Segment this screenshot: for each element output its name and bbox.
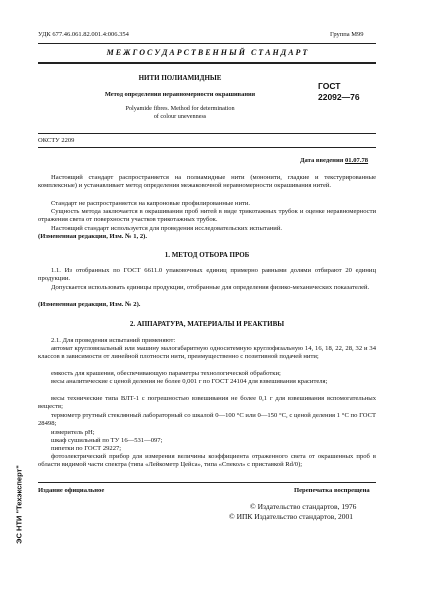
section-1-amendment: (Измененная редакция, Изм. № 2). (38, 301, 141, 308)
section-2-item-1: автомат кругловязальный или машину малогабаритную односитемную круглофязальную 14, 16, 18, 22, 28, 32 и 34 классов в зависимости от линейной плотности нити, преимущественно с позитивной подачей нити; (38, 345, 376, 361)
intro-paragraph-4: Настоящий стандарт используется для проведения исследовательских испытаний. (51, 225, 283, 232)
section-1-paragraph-2: Допускается использовать единицы продукции, отобранные для определения физико-механических показателей. (51, 284, 370, 291)
intro-paragraph-3: Сущность метода заключается в окрашивании проб нитей в виде трикотажных трубок и оценке неравномерности отражения света от поверхности участков трикотажных трубок. (38, 208, 376, 224)
intro-date-value: 01.07.78 (344, 157, 369, 164)
section-2-item-2: емкость для крашения, обеспечивающую параметры технологической обработки; (51, 370, 281, 377)
intro-amendment: (Измененная редакция, Изм. № 1, 2). (38, 233, 148, 240)
copyright-line-1: © Издательство стандартов, 1976 (250, 502, 357, 511)
footer-rule (38, 482, 376, 483)
section-2-item-5: термометр ртутный стеклянный лабораторный со шкалой 0—100 °С или 0—150 °С, с ценой деления 1 °С по ГОСТ 28498; (38, 412, 376, 428)
official-edition: Издание официальное (38, 487, 105, 494)
english-title-line-1: Polyamide fibres. Method for determination (125, 105, 235, 112)
intro-date (300, 157, 368, 164)
reprint-notice: Перепечатка воспрещена (294, 487, 370, 494)
english-title-line-2: of colour unevenness (153, 113, 207, 120)
section-2-heading: 2. АППАРАТУРА, МАТЕРИАЛЫ И РЕАКТИВЫ (129, 320, 285, 328)
intro-paragraph-2: Стандарт не распространяется на капроновые профилированные нити. (51, 200, 251, 207)
section-2-item-9: фотоэлектрический прибор для измерения величины коэффициента отраженного света от окрашенных проб в области видимой части спектра (типа «Лейкометр Цейса», типа «Спекол» с приставкой Rd/0); (38, 453, 376, 469)
document-title: НИТИ ПОЛИАМИДНЫЕ (138, 74, 222, 82)
section-2-item-7: шкаф сушильный по ТУ 16—531—097; (51, 437, 163, 444)
section-1-heading: 1. МЕТОД ОТБОРА ПРОБ (164, 251, 250, 259)
intro-date-label: Дата введения (300, 157, 344, 164)
document-subtitle: Метод определения неравномерности окрашивания (104, 91, 256, 98)
side-stamp: ЭС НТИ "Техэксперт" (14, 465, 24, 544)
intro-paragraph-1: Настоящий стандарт распространяется на полиамидные нити (мононити, гладкие и текстурированные комплексные) и устанавливает метод определения межаковочной неравномерности окрашивания нитей. (38, 174, 376, 190)
gost-number: 22092—76 (318, 92, 360, 102)
section-2-item-8: пипетки по ГОСТ 29227; (51, 445, 122, 452)
okstu-top-rule (38, 133, 376, 134)
okstu-bottom-rule (38, 147, 376, 148)
section-2-item-6: измеритель рН; (51, 429, 95, 436)
header-rule (38, 43, 376, 44)
okstu-code: ОКСТУ 2209 (38, 137, 75, 144)
udk-code: УДК 677.46.061.82.001.4:006.354 (38, 31, 129, 38)
group-code: Группа М99 (330, 31, 364, 38)
section-2-item-4: весы технические типа ВЛТ-1 с погрешностью взвешивания не более 0,1 г для взвешивания вспомогательных веществ; (38, 395, 376, 411)
gost-label: ГОСТ (318, 81, 341, 91)
section-2-item-3: весы аналитические с ценой деления не более 0,001 г по ГОСТ 24104 для взвешивания красителя; (51, 378, 328, 385)
section-2-lead: 2.1. Для проведения испытаний применяют: (51, 337, 176, 344)
section-1-paragraph-1: 1.1. Из отобранных по ГОСТ 6611.0 упаковочных единиц примерно равными долями отбирают 20 единиц продукции. (38, 267, 376, 283)
standard-banner: М Е Ж Г О С У Д А Р С Т В Е Н Н Ы Й С Т А Н Д А Р Т (106, 48, 308, 57)
copyright-line-2: © ИПК Издательство стандартов, 2001 (229, 512, 354, 521)
banner-rule (38, 62, 376, 64)
